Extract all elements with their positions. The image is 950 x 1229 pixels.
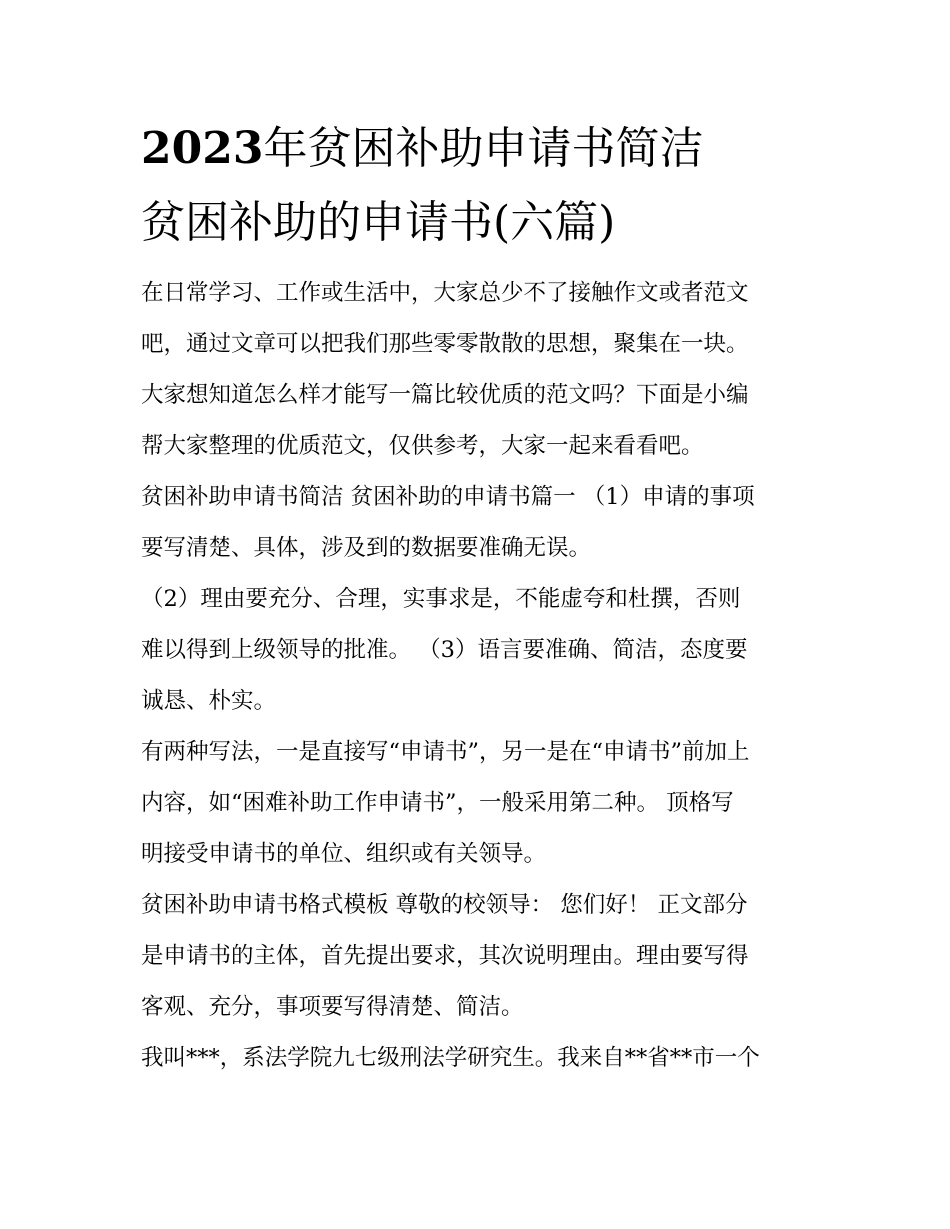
text-line: 大家想知道怎么样才能写一篇比较优质的范文吗？下面是小编 <box>141 382 749 408</box>
text-line: 客观、充分，事项要写得清楚、简洁。 <box>141 994 524 1020</box>
text-line: 是申请书的主体，首先提出要求，其次说明理由。理由要写得 <box>141 943 749 969</box>
text-line: 我叫***，系法学院九七级刑法学研究生。我来自**省**市一个 <box>141 1045 760 1071</box>
text-line: 在日常学习、工作或生活中，大家总少不了接触作文或者范文 <box>141 280 749 306</box>
text-line: 诚恳、朴实。 <box>141 688 277 714</box>
text-line: 贫困补助申请书格式模板 尊敬的校领导： 您们好！ 正文部分 <box>141 892 748 918</box>
document-body <box>141 112 813 1084</box>
text-line: 要写清楚、具体，涉及到的数据要准确无误。 <box>141 535 592 561</box>
text-line: 明接受申请书的单位、组织或有关领导。 <box>141 841 547 867</box>
paragraph-section-1 <box>141 472 813 574</box>
paragraph-requirements <box>141 574 813 727</box>
paragraph-intro <box>141 268 813 472</box>
paragraph-format-template <box>141 880 813 1033</box>
title-year: 2023 <box>141 123 264 174</box>
title-line-1 <box>141 112 813 186</box>
paragraph-writing-methods <box>141 727 813 880</box>
title-line-1-text: 年贫困补助申请书简洁 <box>263 123 704 174</box>
text-line: 难以得到上级领导的批准。 （3）语言要准确、简洁，态度要 <box>141 637 748 663</box>
text-line: 帮大家整理的优质范文，仅供参考，大家一起来看看吧。 <box>141 433 704 459</box>
text-line: 贫困补助申请书简洁 贫困补助的申请书篇一 （1）申请的事项 <box>141 484 755 510</box>
text-line: 有两种写法，一是直接写“申请书”，另一是在“申请书”前加上 <box>141 739 750 765</box>
title-line-2: 贫困补助的申请书(六篇) <box>141 197 616 248</box>
text-line: （2）理由要充分、合理，实事求是，不能虚夸和杜撰，否则 <box>141 586 741 612</box>
paragraph-self-introduction <box>141 1033 813 1084</box>
document-title <box>141 112 813 260</box>
text-line: 吧，通过文章可以把我们那些零零散散的思想，聚集在一块。 <box>141 331 749 357</box>
text-line: 内容，如“困难补助工作申请书”，一般采用第二种。 顶格写 <box>141 790 734 816</box>
